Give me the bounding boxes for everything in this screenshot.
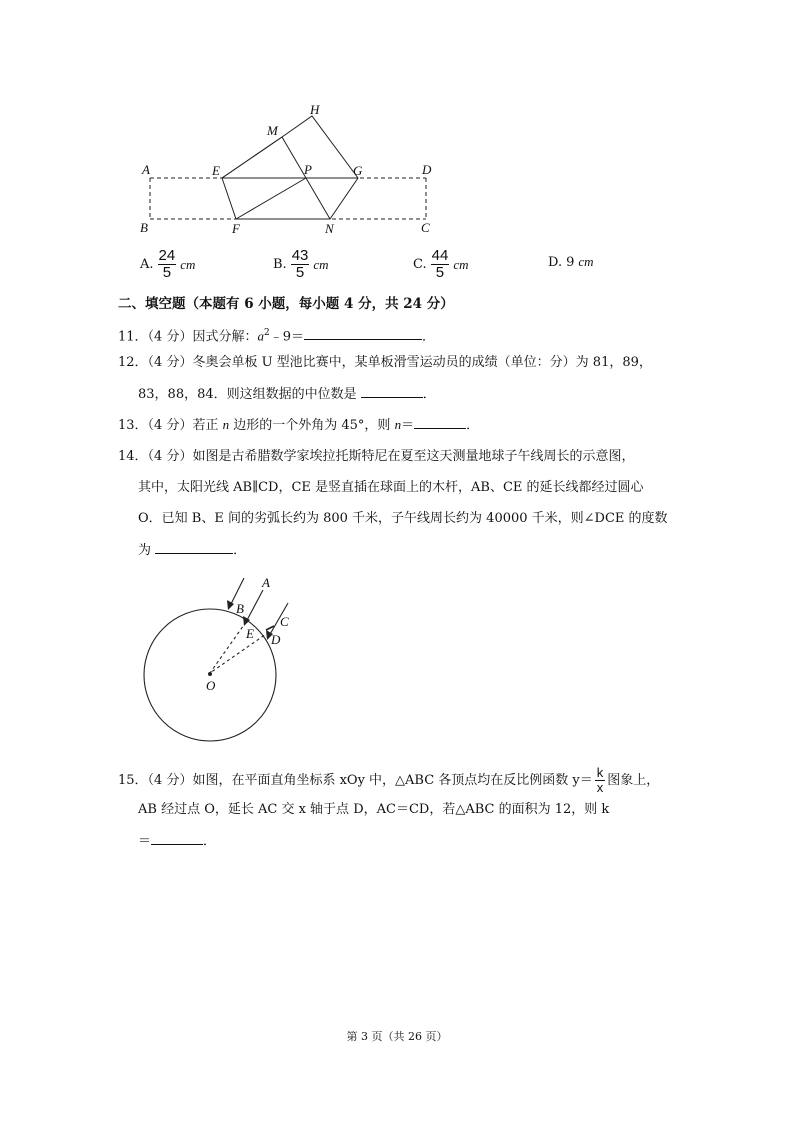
label-D: D bbox=[422, 162, 432, 177]
label-N: N bbox=[325, 221, 334, 236]
page-footer: 第 3 页（共 26 页） bbox=[346, 1030, 448, 1043]
geometry-figure-rectangle bbox=[130, 98, 450, 240]
label-A: A bbox=[142, 162, 150, 177]
question-14-line4: 为 ． bbox=[138, 543, 247, 558]
point-O bbox=[208, 672, 212, 676]
label-D: D bbox=[271, 632, 281, 647]
section-title: 二、填空题（本题有 6 小题，每小题 4 分，共 24 分） bbox=[118, 296, 454, 312]
question-15-line3: ＝ ． bbox=[138, 834, 217, 849]
option-b: B. $\frac{43}{5}$ cm bbox=[273, 247, 329, 281]
option-letter: D. bbox=[548, 254, 563, 270]
label-G: G bbox=[353, 163, 363, 178]
line-FP bbox=[236, 178, 306, 219]
label-F: F bbox=[232, 221, 240, 236]
question-12-line2: 83，88，84．则这组数据的中位数是 ． bbox=[138, 387, 436, 402]
option-letter: A. bbox=[140, 257, 154, 272]
question-14-line3: O．已知 B、E 间的劣弧长约为 800 千米，子午线周长约为 40000 千米，则∠DCE 的度数 bbox=[138, 511, 668, 526]
pentagon-EMHGN-F bbox=[222, 116, 358, 219]
option-fraction: $\frac{44}{5}$ bbox=[431, 247, 449, 281]
label-P: P bbox=[304, 162, 312, 177]
option-letter: B. bbox=[273, 257, 287, 272]
answer-blank[interactable] bbox=[304, 327, 422, 340]
question-12-line1: 12．（4 分）冬奥会单板 U 型池比赛中，某单板滑雪运动员的成绩（单位：分）为 81，89， bbox=[118, 355, 652, 370]
sun-ray-AB bbox=[246, 590, 263, 622]
fraction-k-over-x: $\frac{k}{x}$ bbox=[596, 765, 604, 795]
label-A: A bbox=[262, 575, 270, 590]
answer-blank[interactable] bbox=[414, 416, 466, 429]
question-15-line2: AB 经过点 O，延长 AC 交 x 轴于点 D，AC＝CD，若△ABC 的面积为 12，则 k bbox=[138, 802, 610, 817]
question-13: 13．（4 分）若正 n 边形的一个外角为 45°，则 n＝ ． bbox=[118, 417, 480, 433]
label-C: C bbox=[280, 614, 289, 629]
option-fraction: $\frac{24}{5}$ bbox=[158, 247, 176, 281]
label-C: C bbox=[421, 220, 430, 235]
geometry-figure-circle bbox=[138, 570, 298, 750]
label-E: E bbox=[246, 626, 254, 641]
label-H: H bbox=[310, 102, 320, 117]
question-14-line2: 其中，太阳光线 AB∥CD，CE 是竖直插在球面上的木杆，AB、CE 的延长线都经过圆心 bbox=[138, 480, 644, 495]
option-d: D. 9 cm bbox=[548, 254, 594, 270]
answer-blank[interactable] bbox=[151, 832, 203, 845]
label-O: O bbox=[206, 678, 216, 693]
option-fraction: $\frac{43}{5}$ bbox=[291, 247, 309, 281]
option-a: A. $\frac{24}{5}$ cm bbox=[140, 247, 196, 281]
question-14-line1: 14．（4 分）如图是古希腊数学家埃拉托斯特尼在夏至这天测量地球子午线周长的示意图， bbox=[118, 449, 635, 464]
answer-blank[interactable] bbox=[361, 385, 423, 398]
answer-blank[interactable] bbox=[155, 541, 233, 554]
option-letter: C. bbox=[413, 257, 427, 272]
question-15-line1: 15．（4 分）如图，在平面直角坐标系 xOy 中，△ABC 各顶点均在反比例函数 y＝ $\frac{k}{x}$ 图象上， bbox=[118, 765, 660, 795]
line-ME bbox=[222, 137, 282, 178]
dashed-EO bbox=[210, 632, 269, 673]
label-E: E bbox=[212, 163, 220, 178]
question-11: 11．（4 分）因式分解：$a^2﹣9=$ ． bbox=[118, 328, 435, 345]
label-M: M bbox=[267, 123, 278, 138]
dashed-BO bbox=[210, 622, 246, 673]
label-B: B bbox=[140, 220, 148, 235]
option-c: C. $\frac{44}{5}$ cm bbox=[413, 247, 469, 281]
arrowhead-1 bbox=[227, 600, 234, 610]
label-B: B bbox=[236, 601, 244, 616]
